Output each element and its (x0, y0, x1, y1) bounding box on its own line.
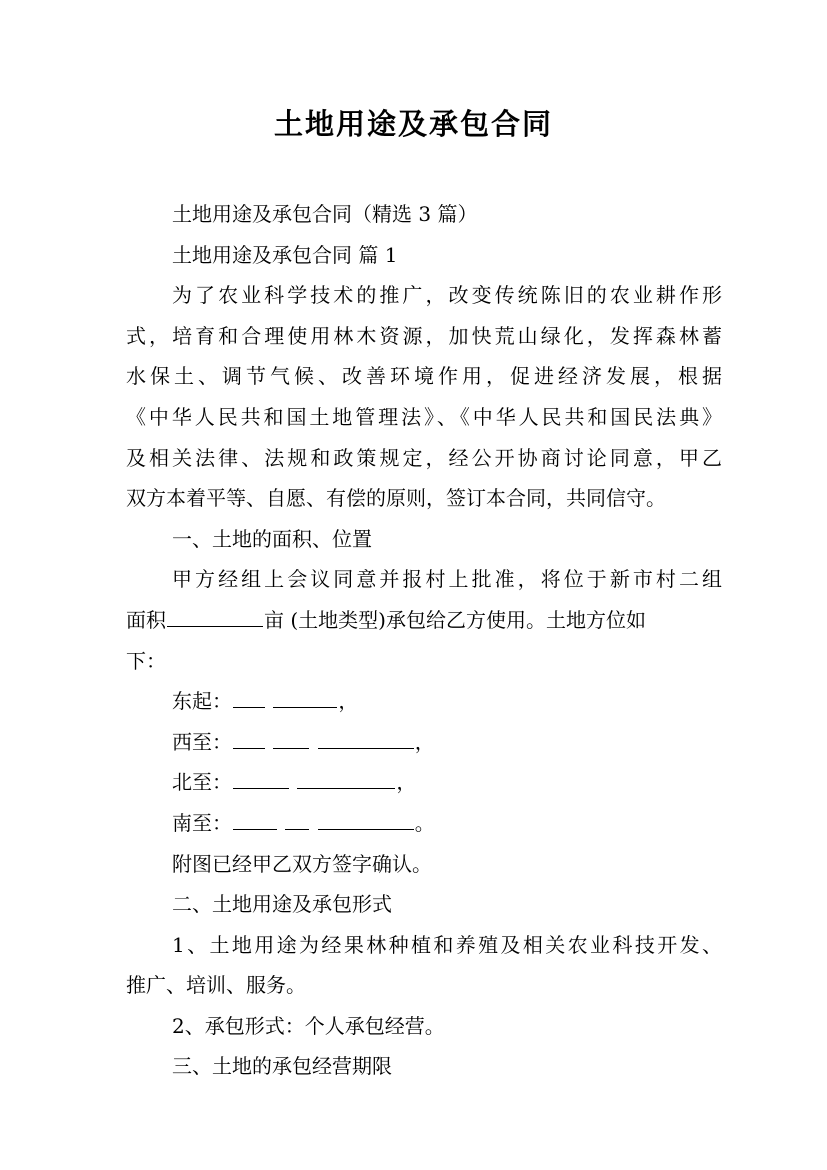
punctuation: ， (396, 770, 417, 795)
paragraph-line: 《中华人民共和国土地管理法》、《中华人民共和国民法典》 (126, 404, 722, 429)
section-heading: 土地用途及承包合同 篇 1 (172, 242, 398, 267)
boundary-east-label: 东起： (172, 689, 232, 714)
area-text: 亩 (土地类型)承包给乙方使用。土地方位如 (264, 607, 646, 632)
paragraph-line: 2、承包形式：个人承包经营。 (172, 1013, 445, 1038)
paragraph-line: 甲方经组上会议同意并报村上批准，将位于新市村二组 (172, 567, 722, 592)
area-blank (167, 608, 263, 627)
section-heading: 一、土地的面积、位置 (172, 526, 372, 551)
paragraph-line: 下： (126, 648, 166, 673)
section-heading: 三、土地的承包经营期限 (172, 1054, 392, 1079)
blank-line (233, 689, 265, 708)
boundary-north-label: 北至： (172, 770, 232, 795)
boundary-west-label: 西至： (172, 729, 232, 754)
punctuation: 。 (414, 810, 435, 835)
blank-line (318, 730, 414, 749)
boundary-east (126, 681, 722, 722)
paragraph-line: 推广、培训、服务。 (126, 973, 306, 998)
paragraph-line: 水保土、调节气候、改善环境作用，促进经济发展，根据 (126, 364, 722, 389)
area-label: 面积 (126, 607, 166, 632)
blank-line (318, 811, 414, 830)
paragraph-line: 1、土地用途为经果林种植和养殖及相关农业科技开发、 (172, 932, 722, 957)
paragraph-line: 为了农业科学技术的推广，改变传统陈旧的农业耕作形 (172, 283, 722, 308)
document-body (126, 194, 722, 1087)
blank-line (273, 689, 337, 708)
blank-line (273, 730, 309, 749)
blank-line (233, 770, 289, 789)
punctuation: ， (414, 729, 435, 754)
paragraph-line: 式，培育和合理使用林木资源，加快荒山绿化，发挥森林蓄 (126, 323, 722, 348)
blank-line (233, 730, 265, 749)
boundary-south (126, 803, 722, 844)
paragraph-line: 双方本着平等、自愿、有偿的原则，签订本合同，共同信守。 (126, 486, 666, 511)
subtitle-line: 土地用途及承包合同（精选 3 篇） (172, 202, 478, 226)
boundary-south-label: 南至： (172, 810, 232, 835)
paragraph-line: 附图已经甲乙双方签字确认。 (172, 851, 432, 876)
section-heading: 二、土地用途及承包形式 (172, 892, 392, 917)
paragraph-line: 及相关法律、法规和政策规定，经公开协商讨论同意，甲乙 (126, 445, 722, 470)
boundary-west (126, 722, 722, 763)
blank-line (297, 770, 395, 789)
area-line (126, 600, 722, 641)
document-title: 土地用途及承包合同 (273, 107, 553, 141)
blank-line (233, 811, 277, 830)
punctuation: ， (338, 689, 359, 714)
boundary-north (126, 762, 722, 803)
blank-line (285, 811, 309, 830)
